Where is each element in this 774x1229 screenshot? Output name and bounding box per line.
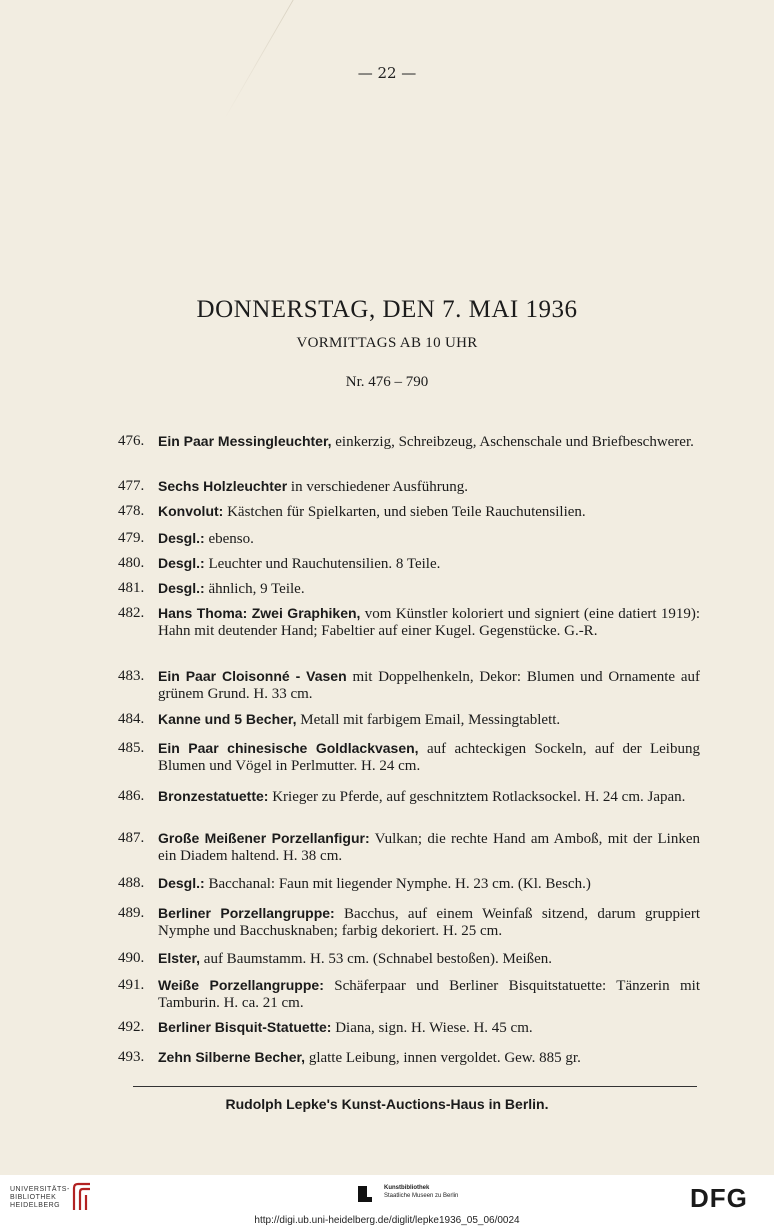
lot-text: auf achteckigen Sockeln, auf der Leibung Blumen und Vögel in Perlmutter. H. 24 cm. — [158, 741, 700, 774]
lot-text: Bacchus, auf einem Weinfaß sitzend, darum gruppiert Nymphe und Bacchusknaben; farbig dekoriert. H. 25 cm. — [158, 906, 700, 939]
lot-text: Krieger zu Pferde, auf geschnitztem Rotlacksockel. H. 24 cm. Japan. — [268, 789, 686, 805]
footer-rule — [133, 1086, 697, 1087]
lot-text: Bacchanal: Faun mit liegender Nymphe. H. 23 cm. (Kl. Besch.) — [204, 876, 591, 892]
lot-number: 487. — [118, 830, 145, 846]
lot-heading: Berliner Bisquit-Statuette: — [158, 1019, 332, 1035]
lot-text: Kästchen für Spielkarten, und sieben Teile Rauchutensilien. — [223, 504, 586, 520]
lot-heading: Hans Thoma: Zwei Graphiken, — [158, 605, 361, 621]
lot-number: 489. — [118, 905, 145, 921]
page-number: — 22 — — [357, 64, 417, 82]
university-line: BIBLIOTHEK — [10, 1194, 57, 1201]
lot-number: 491. — [118, 977, 145, 993]
viewer-footer-bar — [0, 1175, 774, 1229]
lot-number: 493. — [118, 1049, 145, 1065]
lot-text: Metall mit farbigem Email, Messingtablett. — [296, 712, 561, 728]
lot-entry — [118, 711, 700, 729]
lot-number: 488. — [118, 875, 145, 891]
lot-text: mit Doppelhenkeln, Dekor: Blumen und Ornamente auf grünem Grund. H. 33 cm. — [158, 669, 700, 702]
lot-number: 486. — [118, 788, 145, 804]
lot-text: Leuchter und Rauchutensilien. 8 Teile. — [204, 556, 441, 572]
publisher-footer: Rudolph Lepke's Kunst-Auctions-Haus in Berlin. — [225, 1096, 549, 1112]
lot-number: 492. — [118, 1019, 145, 1035]
kunstbibliothek-label — [384, 1184, 458, 1200]
lot-number: 482. — [118, 605, 145, 621]
lot-number: 483. — [118, 668, 145, 684]
lot-heading: Desgl.: — [158, 530, 205, 546]
lot-range: Nr. 476 – 790 — [345, 374, 429, 390]
permalink-url[interactable]: http://digi.ub.uni-heidelberg.de/diglit/lepke1936_05_06/0024 — [254, 1215, 520, 1226]
lot-heading: Bronzestatuette: — [158, 788, 269, 804]
university-line: HEIDELBERG — [10, 1202, 61, 1209]
lot-text: Diana, sign. H. Wiese. H. 45 cm. — [331, 1020, 533, 1036]
lot-entry — [118, 977, 700, 1012]
page-title: DONNERSTAG, DEN 7. MAI 1936 — [196, 296, 578, 323]
lot-entry — [118, 668, 700, 703]
lot-heading: Desgl.: — [158, 875, 205, 891]
page-subtitle: VORMITTAGS AB 10 UHR — [296, 335, 478, 351]
lot-text: auf Baumstamm. H. 53 cm. (Schnabel bestoßen). Meißen. — [200, 951, 553, 967]
dfg-logo: DFG — [690, 1183, 748, 1213]
lot-text: in verschiedener Ausführung. — [287, 479, 468, 495]
lot-heading: Weiße Porzellangruppe: — [158, 977, 324, 993]
lot-number: 480. — [118, 555, 145, 571]
university-logo-icon — [70, 1182, 96, 1212]
lot-heading: Große Meißener Porzellanfigur: — [158, 830, 370, 846]
lot-heading: Ein Paar Cloisonné - Vasen — [158, 668, 347, 684]
lot-entry — [118, 1049, 700, 1067]
lot-number: 481. — [118, 580, 145, 596]
lot-heading: Desgl.: — [158, 580, 205, 596]
kb-title: Kunstbibliothek — [384, 1185, 430, 1191]
lot-heading: Elster, — [158, 950, 201, 966]
lot-entry — [118, 580, 700, 598]
lot-number: 485. — [118, 740, 145, 756]
lot-number: 479. — [118, 530, 145, 546]
lot-heading: Sechs Holzleuchter — [158, 478, 288, 494]
lot-entry — [118, 503, 700, 521]
lot-heading: Kanne und 5 Becher, — [158, 711, 297, 727]
lot-entry — [118, 433, 700, 451]
lot-heading: Ein Paar chinesische Goldlackvasen, — [158, 740, 419, 756]
university-library-logo-text — [10, 1186, 70, 1210]
lot-text: Vulkan; die rechte Hand am Amboß, mit der Linken ein Diadem haltend. H. 38 cm. — [158, 831, 700, 864]
lot-entry — [118, 478, 700, 496]
lot-entry — [118, 875, 700, 893]
lot-heading: Berliner Porzellangruppe: — [158, 905, 335, 921]
lot-text: ebenso. — [204, 531, 254, 547]
lot-text: glatte Leibung, innen vergoldet. Gew. 885 gr. — [305, 1050, 581, 1066]
kb-subtitle: Staatliche Museen zu Berlin — [384, 1193, 459, 1199]
lot-number: 484. — [118, 711, 145, 727]
lot-heading: Ein Paar Messingleuchter, — [158, 433, 332, 449]
lot-heading: Zehn Silberne Becher, — [158, 1049, 306, 1065]
lot-heading: Desgl.: — [158, 555, 205, 571]
lot-text: ähnlich, 9 Teile. — [204, 581, 305, 597]
kunstbibliothek-logo-icon — [355, 1183, 375, 1205]
lot-number: 490. — [118, 950, 145, 966]
lot-number: 477. — [118, 478, 145, 494]
lot-entry — [118, 788, 700, 806]
lot-heading: Konvolut: — [158, 503, 224, 519]
lot-entry — [118, 1019, 700, 1037]
lot-entry — [118, 740, 700, 775]
university-line: UNIVERSITÄTS- — [10, 1186, 70, 1193]
lot-text: einkerzig, Schreibzeug, Aschenschale und Briefbeschwerer. — [331, 434, 694, 450]
lot-entry — [118, 530, 700, 548]
lot-entry — [118, 830, 700, 865]
lot-number: 476. — [118, 433, 145, 449]
lot-text: vom Künstler koloriert und signiert (eine datiert 1919): Hahn mit deutender Hand; Fabeltier auf einer Kugel. Gegenstücke. G.-R. — [158, 606, 701, 639]
lot-entry — [118, 605, 700, 640]
lot-entry — [118, 950, 700, 968]
lot-entry — [118, 555, 700, 573]
lot-text: Schäferpaar und Berliner Bisquitstatuette: Tänzerin mit Tamburin. H. ca. 21 cm. — [158, 978, 700, 1011]
lot-number: 478. — [118, 503, 145, 519]
lot-entry — [118, 905, 700, 940]
